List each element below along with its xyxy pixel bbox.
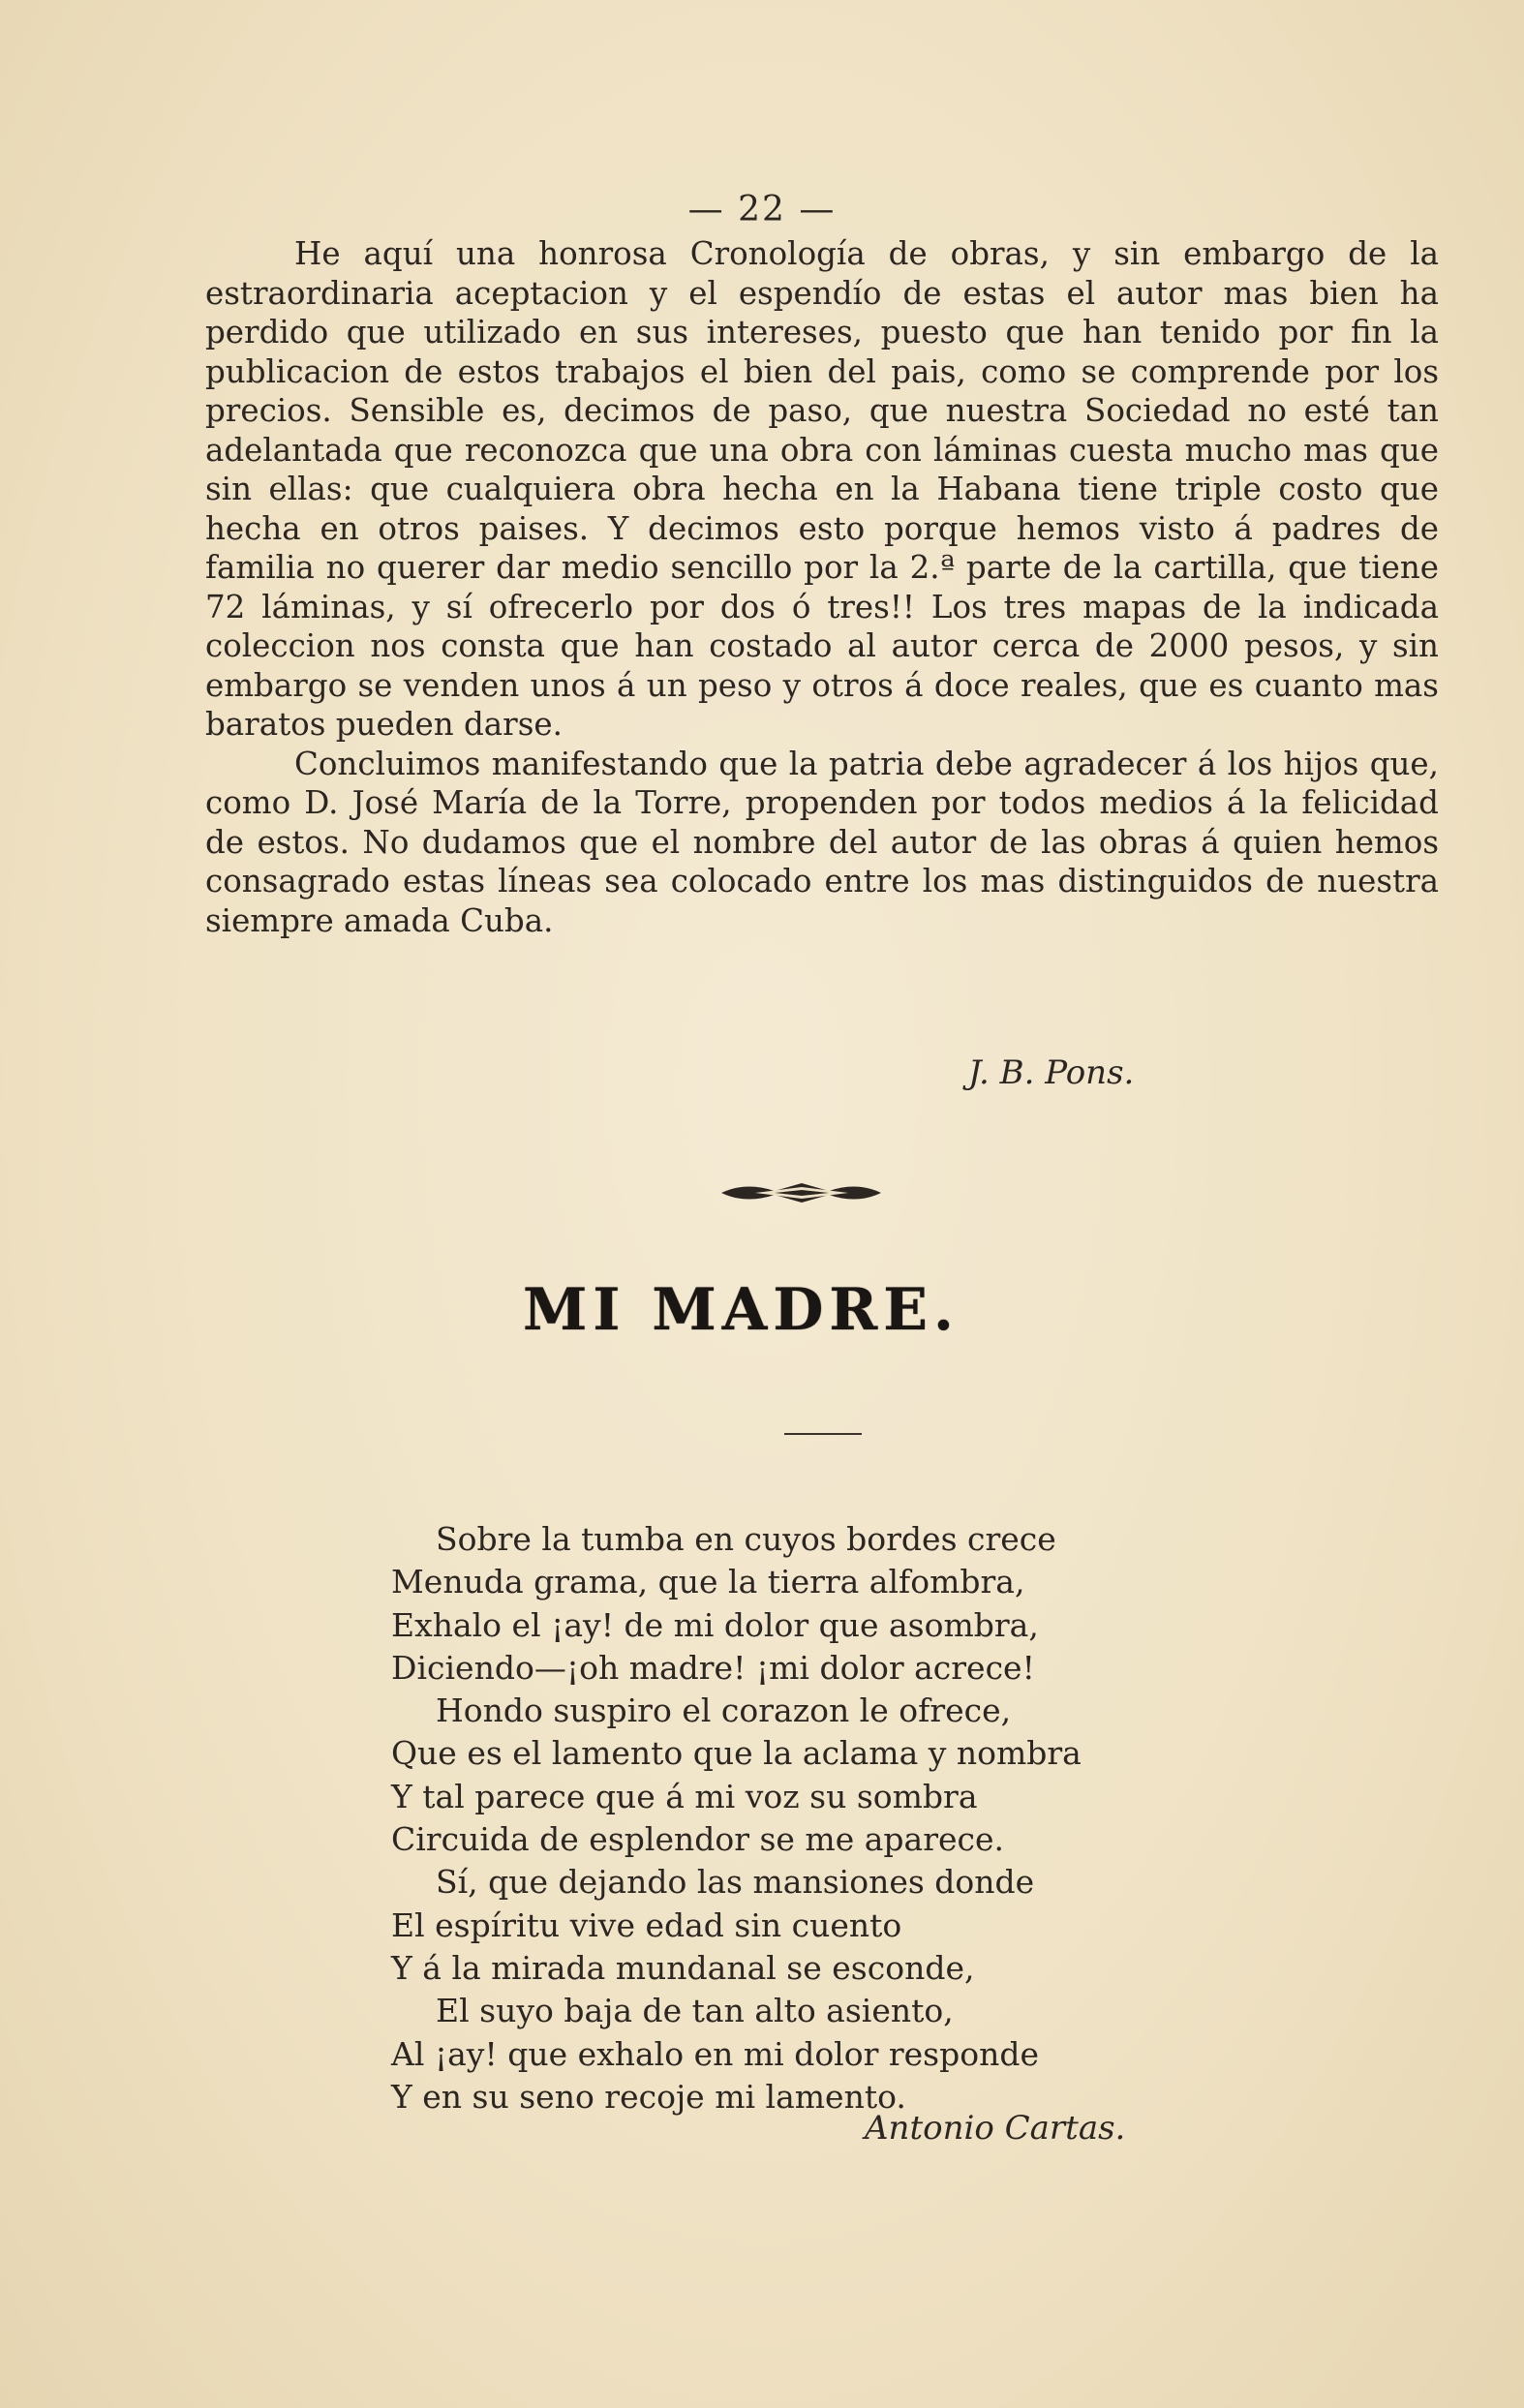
- poem-line: Al ¡ay! que exhalo en mi dolor responde: [391, 2034, 1040, 2073]
- article-paragraph-1: He aquí una honrosa Cronología de obras, y sin embargo de la estraordinaria aceptacion y el espendío de estas el autor mas bien ha perdido que utilizado en sus intereses, puesto que han tenido por fin la publicacion de estos trabajos el bien del pais, como se comprende por los precios. Sensible es, decimos de paso, que nuestra Sociedad no esté tan adelantada que reconozca que una obra con láminas cuesta mucho mas que sin ellas: que cualquiera obra hecha en la Habana tiene triple costo que hecha en otros paises. Y decimos esto porque hemos visto á padres de familia no querer dar medio sencillo por la 2.ª parte de la cartilla, que tiene 72 láminas, y sí ofrecerlo por dos ó tres!! Los tres mapas de la indicada coleccion nos consta que han costado al autor cerca de 2000 pesos, y sin embargo se venden unos á un peso y otros á doce reales, que es cuanto mas baratos pueden darse.: [205, 235, 1439, 743]
- poem-signature: Antonio Cartas.: [865, 2109, 1126, 2148]
- poem-line: El espíritu vive edad sin cuento: [391, 1905, 902, 1944]
- poem-body: [391, 1518, 1263, 2118]
- poem-line: Hondo suspiro el corazon le ofrece,: [436, 1692, 1012, 1730]
- poem-line: Que es el lamento que la aclama y nombra: [391, 1734, 1082, 1773]
- poem-line: Y á la mirada mundanal se esconde,: [391, 1948, 975, 1987]
- poem-line: Y en su seno recoje mi lamento.: [391, 2077, 906, 2116]
- poem-line: Circuida de esplendor se me aparece.: [391, 1820, 1005, 1859]
- title-rule: [784, 1433, 862, 1435]
- poem-title: MI MADRE.: [523, 1276, 960, 1344]
- poem-line: Menuda grama, que la tierra alfombra,: [391, 1563, 1025, 1601]
- article-signature: J. B. Pons.: [968, 1053, 1135, 1092]
- ornament-divider-icon: [716, 1172, 886, 1214]
- poem-line: Y tal parece que á mi voz su sombra: [391, 1777, 978, 1815]
- page-number: — 22 —: [687, 190, 837, 229]
- poem-line: El suyo baja de tan alto asiento,: [436, 1992, 954, 2030]
- poem-line: Sobre la tumba en cuyos bordes crece: [436, 1520, 1056, 1558]
- poem-line: Sí, que dejando las mansiones donde: [436, 1863, 1035, 1902]
- article-body: [205, 234, 1439, 940]
- poem-line: Exhalo el ¡ay! de mi dolor que asombra,: [391, 1605, 1039, 1644]
- article-paragraph-2: Concluimos manifestando que la patria debe agradecer á los hijos que, como D. José María de la Torre, propenden por todos medios á la felicidad de estos. No dudamos que el nombre del autor de las obras á quien hemos consagrado estas líneas sea colocado entre los mas distinguidos de nuestra siempre amada Cuba.: [205, 745, 1439, 939]
- poem-line: Diciendo—¡oh madre! ¡mi dolor acrece!: [391, 1648, 1035, 1687]
